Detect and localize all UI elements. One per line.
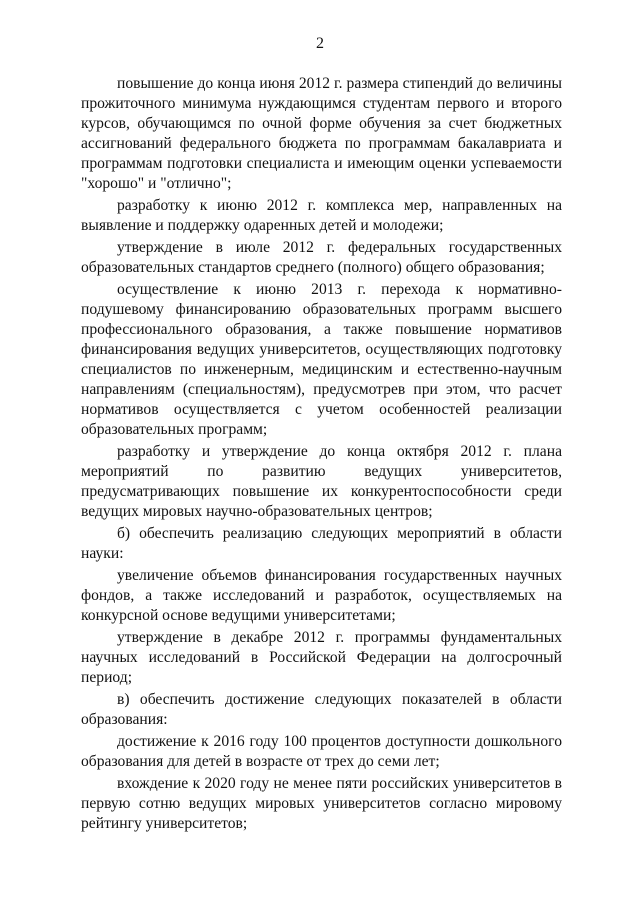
paragraph-education-indicators: в) обеспечить достижение следующих показателей в области образования: [81,691,562,728]
document-body [81,74,562,834]
paragraph-university-ranking: вхождение к 2020 году не менее пяти российских университетов в первую сотню ведущих мировых университетов согласно мировому рейтингу университетов; [81,775,562,832]
paragraph-education-standards: утверждение в июле 2012 г. федеральных государственных образовательных стандартов среднего (полного) общего образования; [81,239,562,276]
paragraph-gifted-children: разработку к июню 2012 г. комплекса мер, направленных на выявление и поддержку одаренных детей и молодежи; [81,197,562,234]
paragraph-science-measures: б) обеспечить реализацию следующих мероприятий в области науки: [81,525,562,562]
paragraph-preschool-access: достижение к 2016 году 100 процентов доступности дошкольного образования для детей в возрасте от трех до семи лет; [81,733,562,770]
page-number: 2 [316,35,324,52]
paragraph-science-funding: увеличение объемов финансирования государственных научных фондов, а также исследований и разработок, осуществляемых на конкурсной основе ведущими университетами; [81,567,562,624]
paragraph-stipends: повышение до конца июня 2012 г. размера стипендий до величины прожиточного минимума нуждающимся студентам первого и второго курсов, обучающимся по очной форме обучения за счет бюджетных ассигнований федерального бюджета по программам бакалавриата и программам подготовки специалиста и имеющим оценки успеваемости "хорошо" и "отлично"; [81,75,562,192]
paragraph-fundamental-research: утверждение в декабре 2012 г. программы фундаментальных научных исследований в Российской Федерации на долгосрочный период; [81,629,562,686]
paragraph-per-capita-financing: осуществление к июню 2013 г. перехода к нормативно-подушевому финансированию образовательных программ высшего профессионального образования, а также повышение нормативов финансирования ведущих университетов, осуществляющих подготовку специалистов по инженерным, медицинским и естественно-научным направлениям (специальностям), предусмотрев при этом, что расчет нормативов осуществляется с учетом особенностей реализации образовательных программ; [81,281,562,438]
paragraph-university-development-plan: разработку и утверждение до конца октября 2012 г. плана мероприятий по развитию ведущих университетов, предусматривающих повышение их конкурентоспособности среди ведущих мировых научно-образовательных центров; [81,443,562,520]
